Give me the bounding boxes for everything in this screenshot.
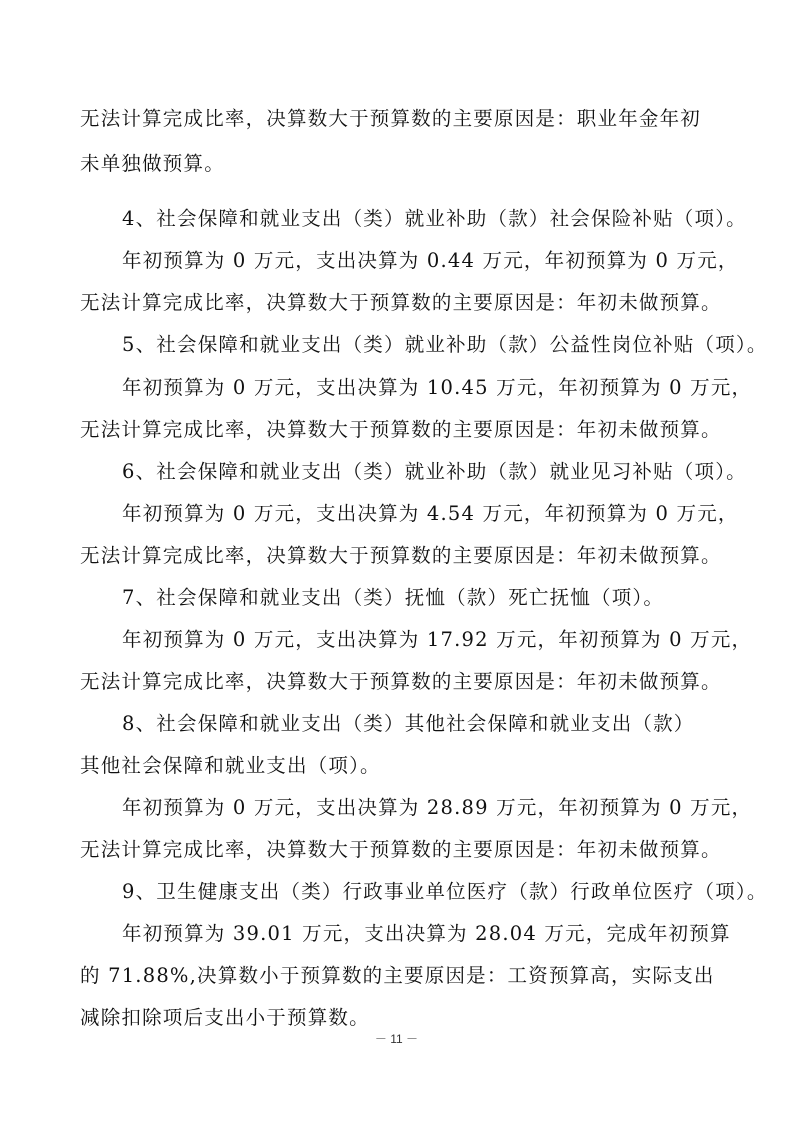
text-line: 无法计算完成比率，决算数大于预算数的主要原因是：年初未做预算。	[80, 291, 722, 314]
text-line: 年初预算为 0 万元，支出决算为 10.45 万元，年初预算为 0 万元，	[122, 376, 753, 399]
text-line: 未单独做预算。	[80, 152, 225, 175]
text-line: 其他社会保障和就业支出（项）。	[80, 754, 381, 777]
text-line: 年初预算为 0 万元，支出决算为 4.54 万元，年初预算为 0 万元，	[122, 502, 739, 525]
text-line: 年初预算为 39.01 万元，支出决算为 28.04 万元，完成年初预算	[122, 922, 731, 945]
text-line: 年初预算为 0 万元，支出决算为 0.44 万元，年初预算为 0 万元，	[122, 249, 739, 272]
text-line: 年初预算为 0 万元，支出决算为 28.89 万元，年初预算为 0 万元，	[122, 796, 753, 819]
section-heading: 7、社会保障和就业支出（类）抚恤（款）死亡抚恤（项）。	[122, 586, 665, 609]
page-number: － 11 －	[374, 1032, 419, 1046]
text-line: 无法计算完成比率，决算数大于预算数的主要原因是：年初未做预算。	[80, 670, 722, 693]
text-line: 无法计算完成比率，决算数大于预算数的主要原因是：职业年金年初	[80, 107, 702, 130]
section-heading: 5、社会保障和就业支出（类）就业补助（款）公益性岗位补贴（项）。	[122, 333, 768, 356]
section-heading: 4、社会保障和就业支出（类）就业补助（款）社会保险补贴（项）。	[122, 207, 747, 230]
text-line: 无法计算完成比率，决算数大于预算数的主要原因是：年初未做预算。	[80, 838, 722, 861]
text-line: 无法计算完成比率，决算数大于预算数的主要原因是：年初未做预算。	[80, 544, 722, 567]
text-line: 年初预算为 0 万元，支出决算为 17.92 万元，年初预算为 0 万元，	[122, 628, 753, 651]
section-heading: 9、卫生健康支出（类）行政事业单位医疗（款）行政单位医疗（项）。	[122, 880, 768, 903]
section-heading: 6、社会保障和就业支出（类）就业补助（款）就业见习补贴（项）。	[122, 460, 747, 483]
section-heading: 8、社会保障和就业支出（类）其他社会保障和就业支出（款）	[122, 712, 695, 735]
text-line: 的 71.88%,决算数小于预算数的主要原因是：工资预算高，实际支出	[80, 964, 715, 987]
text-line: 减除扣除项后支出小于预算数。	[80, 1006, 370, 1029]
text-line: 无法计算完成比率，决算数大于预算数的主要原因是：年初未做预算。	[80, 418, 722, 441]
